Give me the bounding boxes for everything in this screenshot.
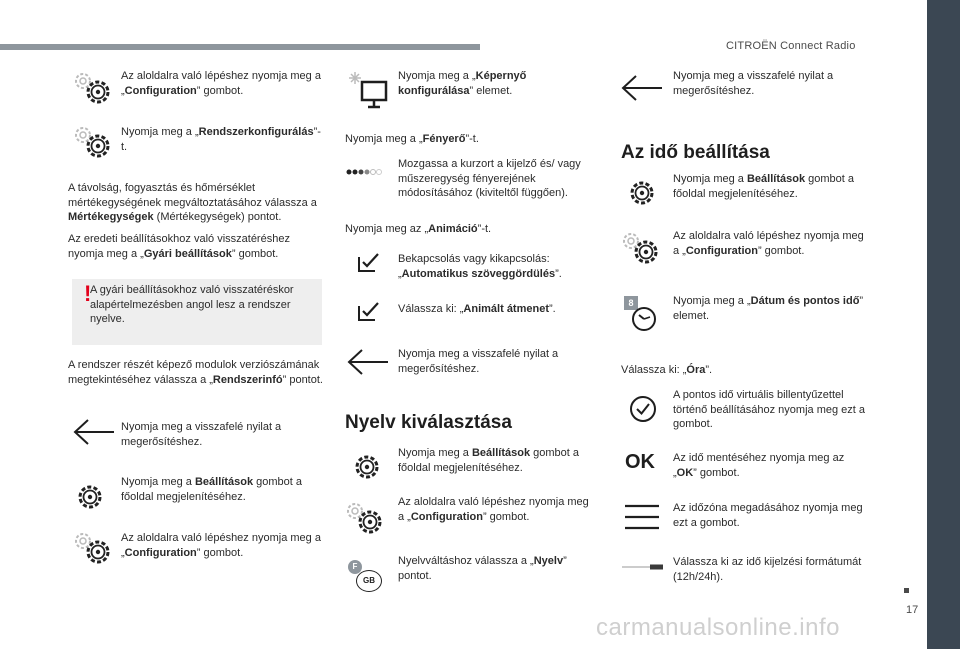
col2-step8: Nyelvváltáshoz válassza a „Nyelv” pontot. <box>398 555 567 582</box>
brightness-slider-icon <box>346 166 386 178</box>
col2-step7: Az aloldalra való lépéshez nyomja meg a „Configuration” gombot. <box>398 496 589 523</box>
configuration-icon <box>346 500 386 536</box>
col1-step2: Nyomja meg a „Rendszerkonfigurálás”-t. <box>121 126 321 153</box>
col1-step1: Az aloldalra való lépéshez nyomja meg a „Configuration” gombot. <box>121 70 321 97</box>
col2-step1: Nyomja meg a „Képernyő konfigurálása” elemet. <box>398 70 527 97</box>
ok-label: OK <box>625 451 655 473</box>
settings-gear-icon <box>352 452 382 482</box>
list-menu-icon <box>624 502 660 532</box>
col3-step1: Nyomja meg a visszafelé nyilat a megerősítéshez. <box>673 70 834 97</box>
col2-para1: Nyomja meg a „Fényerő”-t. <box>345 133 479 145</box>
col2-step3: Bekapcsolás vagy kikapcsolás: „Automatikus szöveggördülés”. <box>398 253 562 280</box>
col2-step5: Nyomja meg a visszafelé nyilat a megerősítéshez. <box>398 348 559 375</box>
col3-step4: Nyomja meg a „Dátum és pontos idő” elemet. <box>673 295 864 322</box>
col3-step6: Az idő mentéséhez nyomja meg az „OK” gombot. <box>673 452 845 479</box>
col1-step4: Nyomja meg a Beállítások gombot a főoldal megjelenítéséhez. <box>121 476 302 503</box>
col1-step3: Nyomja meg a visszafelé nyilat a megerősítéshez. <box>121 421 282 448</box>
system-config-icon <box>74 124 114 160</box>
settings-gear-icon <box>627 178 657 208</box>
page-edge-tab <box>927 0 960 649</box>
checkmark-circle-icon <box>628 394 658 424</box>
language-icon-top: F <box>348 560 362 574</box>
col1-step5: Az aloldalra való lépéshez nyomja meg a „Configuration” gombot. <box>121 532 321 559</box>
top-rule <box>0 44 480 50</box>
col3-step5: A pontos idő virtuális billentyűzettel történő beállításához nyomja meg ezt a gombot. <box>673 389 866 430</box>
back-arrow-icon <box>346 348 390 376</box>
clock-icon <box>630 304 660 334</box>
format-toggle-icon <box>622 563 664 571</box>
col2-para2: Nyomja meg az „Animáció”-t. <box>345 223 492 235</box>
col2-step4: Válassza ki: „Animált átmenet”. <box>398 303 556 315</box>
warning-text: A gyári beállításokhoz való visszatéréskor alapértelmezésben angol lesz a rendszer nyelve. <box>90 284 294 325</box>
col1-para3: A rendszer részét képező modulok verziószámának megtekintéséhez válassza a „Rendszerinfó” pontot. <box>68 359 323 386</box>
page-number: 17 <box>906 604 919 616</box>
date-time-icon <box>624 296 664 336</box>
running-header: CITROËN Connect Radio <box>726 40 856 52</box>
language-icon-bottom: GB <box>356 570 382 592</box>
language-icon <box>346 556 386 592</box>
configuration-icon <box>622 230 662 266</box>
col3-step8: Válassza ki az idő kijelzési formátumát (12h/24h). <box>673 556 862 583</box>
settings-gear-icon <box>76 482 106 512</box>
col1-para2: Az eredeti beállításokhoz való visszatéréshez nyomja meg a „Gyári beállítások” gombot. <box>68 233 290 260</box>
back-arrow-icon <box>620 74 664 102</box>
col1-para1: A távolság, fogyasztás és hőmérséklet mértékegységének megváltoztatásához válassza a Mértékegységek (Mértékegységek) pontot. <box>68 182 317 223</box>
col3-para1: Válassza ki: „Óra”. <box>621 364 713 376</box>
screen-brightness-icon <box>346 70 390 110</box>
checkbox-checked-icon <box>357 300 381 322</box>
section-heading-language: Nyelv kiválasztása <box>345 412 512 433</box>
configuration-icon <box>74 530 114 566</box>
configuration-icon <box>74 70 114 106</box>
back-arrow-icon <box>72 418 116 446</box>
end-marker <box>904 588 909 593</box>
section-heading-time: Az idő beállítása <box>621 142 770 163</box>
col2-step2: Mozgassa a kurzort a kijelző és/ vagy műszeregység fényerejének módosításához (kiviteltől függően). <box>398 158 581 199</box>
watermark: carmanualsonline.info <box>596 614 840 641</box>
col3-step2: Nyomja meg a Beállítások gombot a főoldal megjelenítéséhez. <box>673 173 854 200</box>
date-badge: 8 <box>624 296 638 310</box>
checkbox-checked-icon <box>357 251 381 273</box>
col3-step3: Az aloldalra való lépéshez nyomja meg a „Configuration” gombot. <box>673 230 864 257</box>
col3-step7: Az időzóna megadásához nyomja meg ezt a gombot. <box>673 502 863 529</box>
col2-step6: Nyomja meg a Beállítások gombot a főoldal megjelenítéséhez. <box>398 447 579 474</box>
warning-icon: ! <box>84 281 92 306</box>
warning-box <box>72 279 322 345</box>
